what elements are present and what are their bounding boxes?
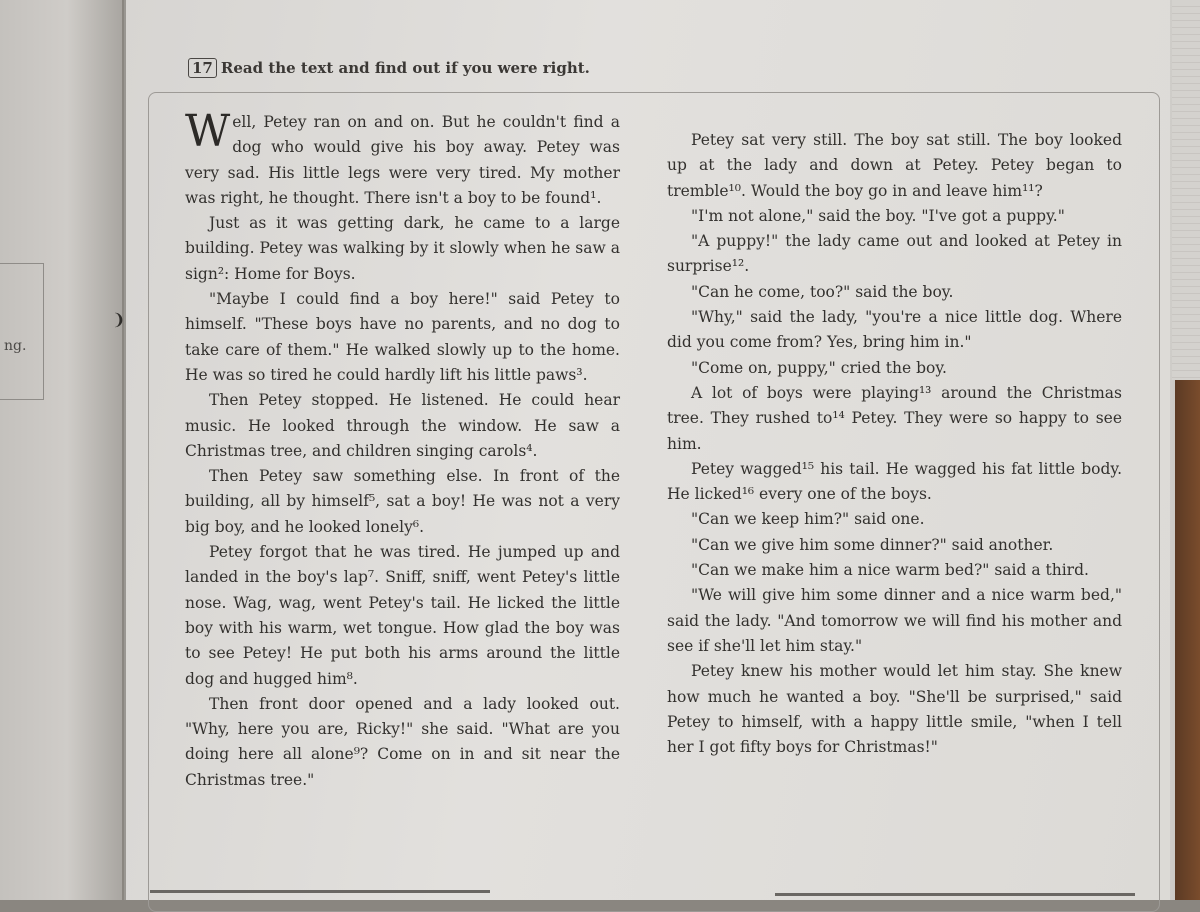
exercise-number: 17	[188, 58, 217, 78]
table-surface	[1175, 380, 1200, 900]
paragraph: Petey sat very still. The boy sat still. The boy looked up at the lady and down at Petey. Petey began to tremble¹⁰. Would the boy go in and leave him¹¹?	[667, 131, 1122, 200]
paragraph	[185, 106, 620, 211]
exercise-instruction	[188, 58, 590, 78]
paragraph: "Why," said the lady, "you're a nice little dog. Where did you come from? Yes, bring him in."	[667, 308, 1122, 352]
paragraph: "We will give him some dinner and a nice warm bed," said the lady. "And tomorrow we will find his mother and see if she'll let him stay."	[667, 586, 1122, 655]
paragraph: "Can he come, too?" said the boy.	[691, 282, 954, 301]
instruction-text: Read the text and find out if you were right.	[220, 59, 590, 77]
drop-cap: W	[185, 106, 231, 157]
paragraph: Then Petey saw something else. In front of the building, all by himself⁵, sat a boy! He was not a very big boy, and he looked lonely⁶.	[185, 467, 620, 536]
paragraph: A lot of boys were playing¹³ around the Christmas tree. They rushed to¹⁴ Petey. They were so happy to see him.	[667, 383, 1122, 453]
paragraph: Petey wagged¹⁵ his tail. He wagged his fat little body. He licked¹⁶ every one of the boys.	[667, 459, 1122, 504]
left-facing-page	[0, 0, 122, 900]
notebook-pages	[1172, 0, 1200, 380]
bottom-rule	[775, 893, 1135, 896]
paragraph: Then front door opened and a lady looked out. "Why, here you are, Ricky!" she said. "What are you doing here all alone⁹? Come on in and sit near the Christmas tree."	[185, 694, 620, 789]
paragraph: "Can we keep him?" said one.	[691, 510, 925, 529]
page-mark-icon: ❩	[112, 310, 126, 329]
paragraph: Petey knew his mother would let him stay. She knew how much he wanted a boy. "She'll be surprised," said Petey to himself, with a happy little smile, "when I tell her I got fifty boys for Christmas!"	[667, 662, 1122, 757]
paragraph: Then Petey stopped. He listened. He could hear music. He looked through the window. He saw a Christmas tree, and children singing carols⁴.	[185, 391, 620, 460]
left-page-text-fragment: ng.	[4, 338, 27, 354]
story-right-column	[667, 128, 1122, 760]
paragraph: "Can we make him a nice warm bed?" said a third.	[691, 561, 1089, 580]
story-left-column	[185, 106, 620, 793]
paragraph: "A puppy!" the lady came out and looked at Petey in surprise¹².	[667, 232, 1122, 276]
paragraph-text: ell, Petey ran on and on. But he couldn't find a dog who would give his boy away. Petey was very sad. His little legs were very tired. My mother was right, he thought. There isn't a boy to be found¹.	[185, 113, 620, 207]
paragraph: "Maybe I could find a boy here!" said Petey to himself. "These boys have no parents, and no dog to take care of them." He walked slowly up to the home. He was so tired he could hardly lift his little paws³.	[185, 290, 620, 384]
paragraph: "I'm not alone," said the boy. "I've got a puppy."	[691, 206, 1065, 225]
left-page-frame	[0, 263, 44, 400]
paragraph: "Can we give him some dinner?" said another.	[691, 535, 1054, 554]
paragraph: Petey forgot that he was tired. He jumped up and landed in the boy's lap⁷. Sniff, sniff, went Petey's little nose. Wag, wag, went Petey's tail. He licked the little boy with his warm, wet tongue. How glad the boy was to see Petey! He put both his arms around the little dog and hugged him⁸.	[185, 543, 620, 688]
bottom-rule	[150, 890, 490, 893]
paragraph: Just as it was getting dark, he came to a large building. Petey was walking by it slowly when he saw a sign²: Home for Boys.	[185, 214, 620, 283]
paragraph: "Come on, puppy," cried the boy.	[691, 358, 947, 377]
